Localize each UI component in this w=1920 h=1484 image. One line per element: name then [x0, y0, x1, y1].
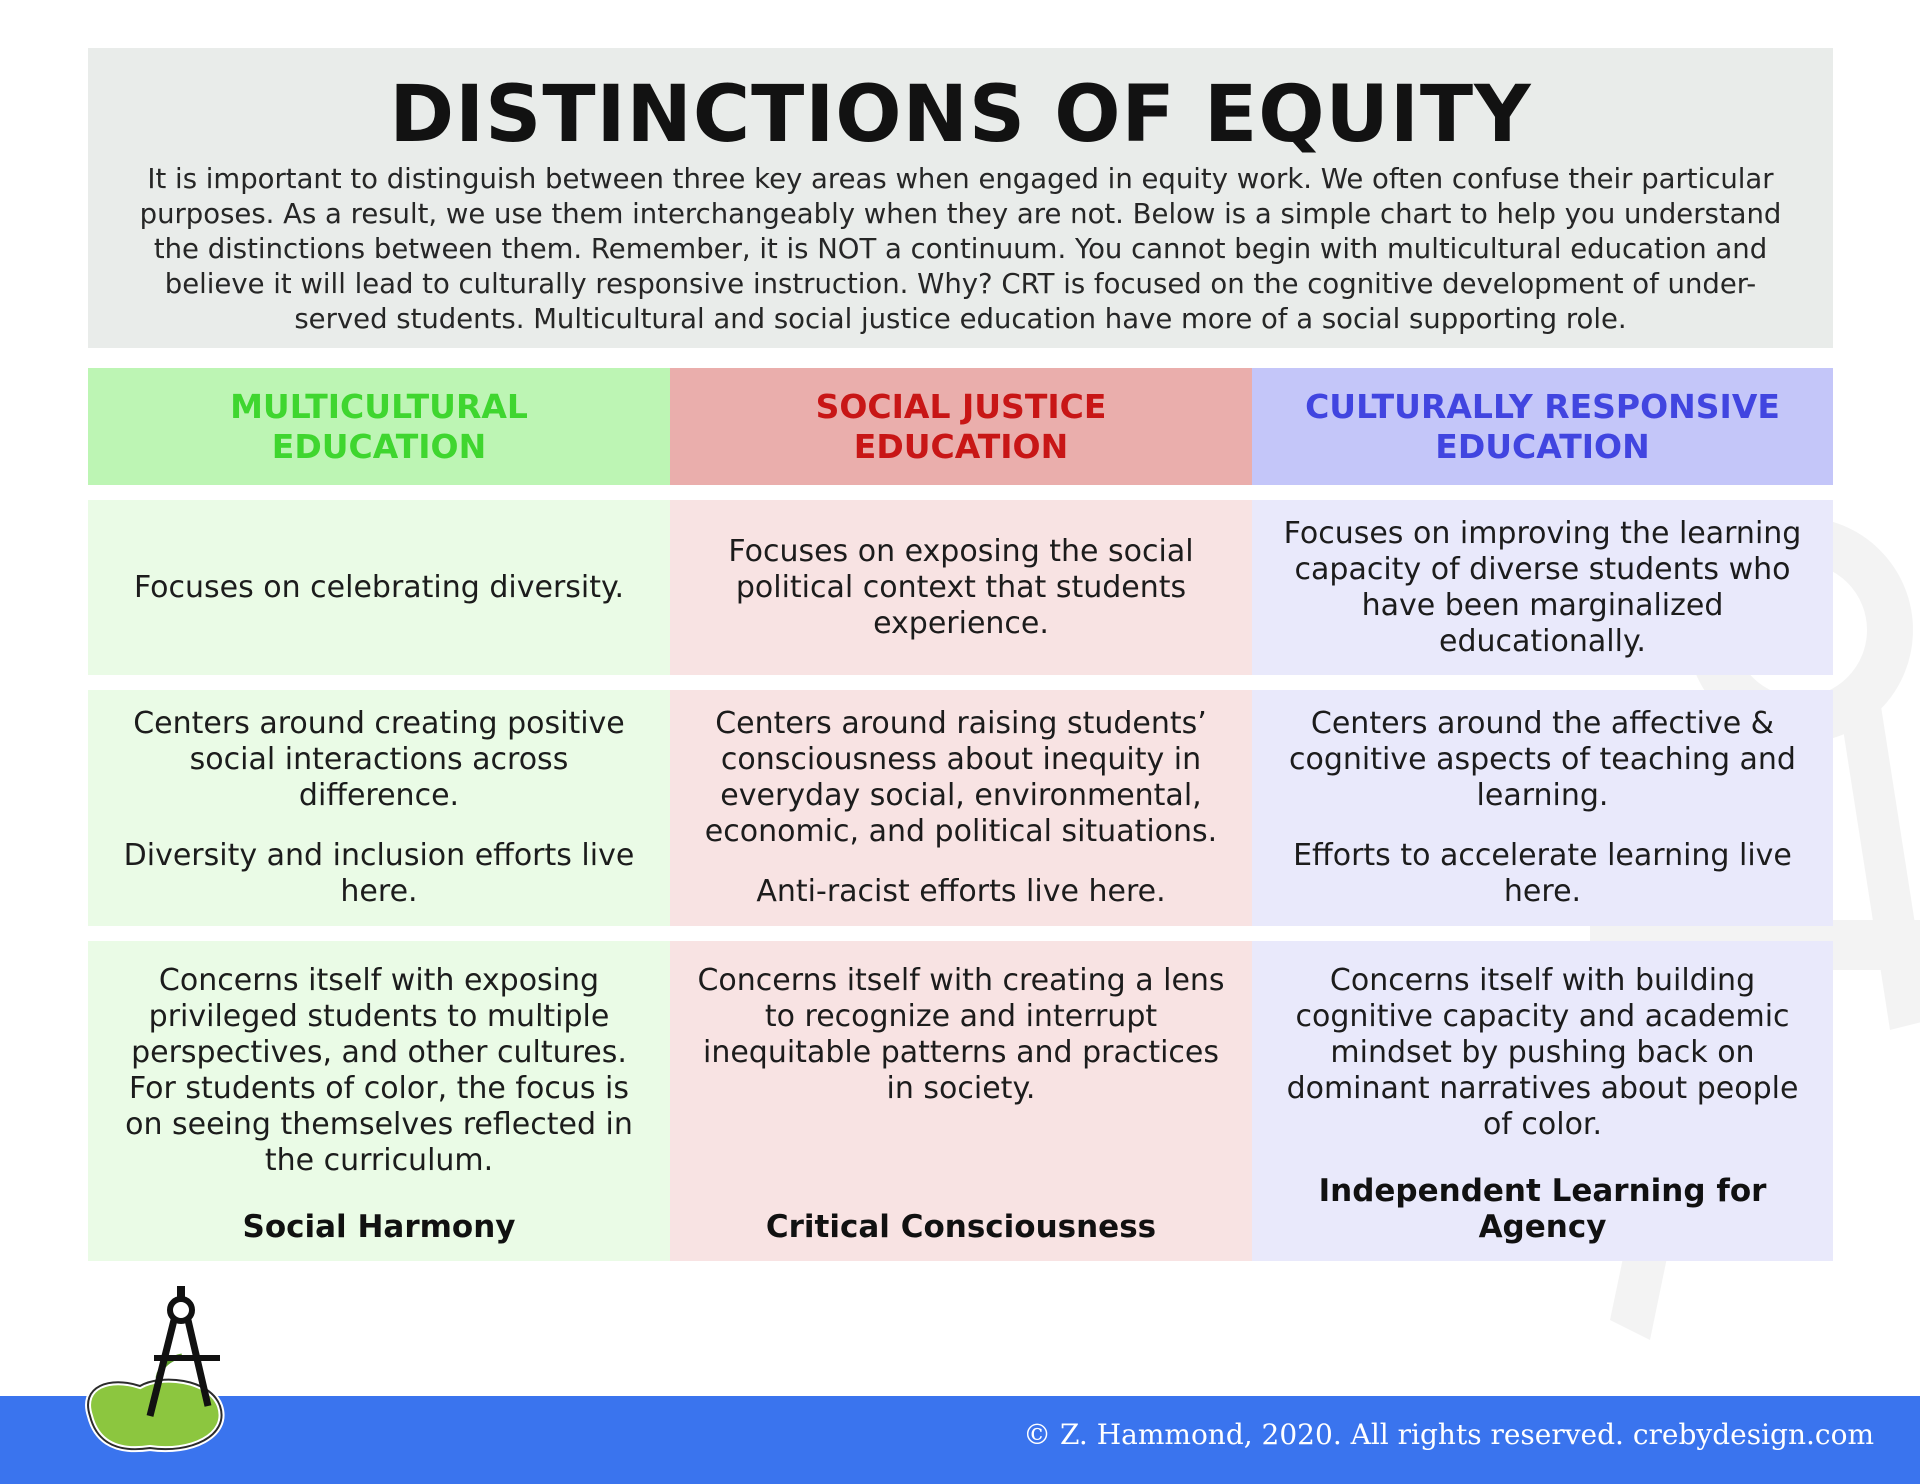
concerns-cell-multicultural — [88, 941, 670, 1261]
efforts-text: Efforts to accelerate learning live here. — [1293, 838, 1792, 909]
centers-cell-culturally-responsive — [1252, 690, 1833, 926]
centers-cell-social-justice — [670, 690, 1252, 926]
heading-line: EDUCATION — [853, 426, 1069, 466]
column-heading-culturally-responsive — [1252, 368, 1833, 485]
heading-line: MULTICULTURAL — [230, 386, 528, 426]
column-heading-multicultural — [88, 368, 670, 485]
compass-apple-logo-icon — [70, 1286, 230, 1456]
focus-cell-social-justice — [670, 500, 1252, 675]
concerns-text: Concerns itself with creating a lens to recognize and interrupt inequitable patterns and practices in society. — [697, 963, 1225, 1106]
focus-cell-multicultural — [88, 500, 670, 675]
header-panel — [88, 48, 1833, 348]
summary-label: Social Harmony — [242, 1209, 516, 1245]
centers-text: Centers around raising students’ consciousness about inequity in everyday social, environmental, economic, and political situations. — [704, 706, 1218, 849]
heading-line: EDUCATION — [271, 426, 487, 466]
focus-cell-culturally-responsive — [1252, 500, 1833, 675]
concerns-text: Concerns itself with building cognitive capacity and academic mindset by pushing back on dominant narratives about people of color. — [1286, 963, 1799, 1142]
focus-text: Focuses on improving the learning capacity of diverse students who have been marginalized educationally. — [1283, 515, 1802, 659]
heading-line: SOCIAL JUSTICE — [815, 386, 1107, 426]
heading-line: EDUCATION — [1435, 426, 1650, 466]
intro-text: It is important to distinguish between three key areas when engaged in equity work. We often confuse their particular purposes. As a result, we use them interchangeably when they are not. Below is a simple chart to help you understand the distinctions between them. Remember, it is NOT a continuum. You cannot begin with multicultural education and believe it will lead to culturally responsive instruction. Why? CRT is focused on the cognitive development of under-served students. Multicultural and social justice education have more of a social supporting role. — [139, 163, 1782, 335]
concerns-text: Concerns itself with exposing privileged students to multiple perspectives, and other cultures. For students of color, the focus is on seeing themselves reflected in the curriculum. — [125, 963, 633, 1178]
heading-line: CULTURALLY RESPONSIVE — [1305, 386, 1780, 426]
efforts-text: Anti-racist efforts live here. — [756, 874, 1166, 909]
concerns-cell-culturally-responsive — [1252, 941, 1833, 1261]
copyright-text: © Z. Hammond, 2020. All rights reserved. crebydesign.com — [1023, 1418, 1874, 1451]
column-heading-social-justice — [670, 368, 1252, 485]
efforts-text: Diversity and inclusion efforts live here. — [123, 838, 635, 909]
equity-table — [88, 368, 1833, 1261]
centers-text: Centers around the affective & cognitive aspects of teaching and learning. — [1289, 706, 1796, 813]
centers-text: Centers around creating positive social interactions across difference. — [133, 706, 625, 813]
centers-cell-multicultural — [88, 690, 670, 926]
focus-text: Focuses on celebrating diversity. — [133, 569, 625, 605]
focus-text: Focuses on exposing the social political context that students experience. — [728, 533, 1194, 641]
page-title: DISTINCTIONS OF EQUITY — [389, 70, 1532, 160]
concerns-cell-social-justice — [670, 941, 1252, 1261]
footer-bar — [0, 1396, 1920, 1484]
summary-label: Independent Learning for Agency — [1318, 1173, 1767, 1245]
summary-label: Critical Consciousness — [765, 1209, 1157, 1245]
